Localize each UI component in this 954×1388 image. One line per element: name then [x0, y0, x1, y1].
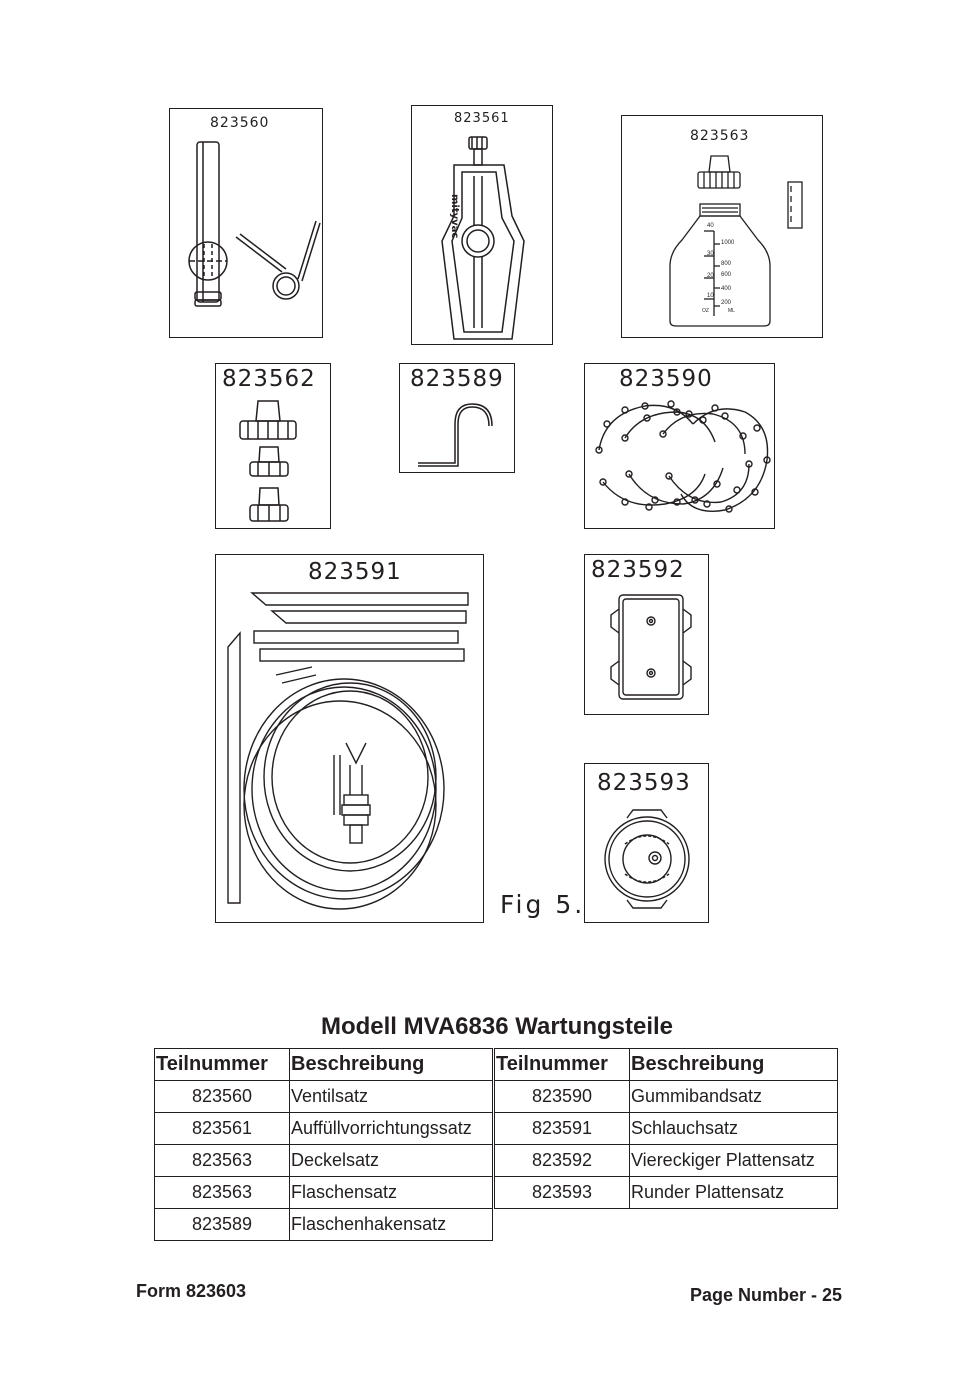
- panel-823561: [411, 105, 553, 345]
- part-label: 823593: [597, 770, 691, 796]
- header-description: Beschreibung: [290, 1049, 493, 1081]
- header-part-number: Teilnummer: [155, 1049, 290, 1081]
- panel-823589: [399, 363, 515, 473]
- scale-ml-1000: 1000: [721, 240, 735, 246]
- part-label: 823563: [690, 128, 750, 144]
- description-cell: Flaschensatz: [290, 1177, 493, 1209]
- panel-823563: [621, 115, 823, 338]
- panel-823562: [215, 363, 331, 529]
- table-row: [495, 1081, 838, 1113]
- description-cell: Viereckiger Plattensatz: [630, 1145, 838, 1177]
- hose-kit-drawing: [216, 555, 485, 924]
- scale-oz-10: 10: [707, 293, 714, 299]
- table-header-row: [155, 1049, 493, 1081]
- parts-table-left: [154, 1048, 493, 1241]
- part-label: 823560: [210, 115, 270, 131]
- table-row: [155, 1081, 493, 1113]
- scale-oz-unit: OZ: [702, 308, 709, 314]
- part-number-cell: 823592: [495, 1145, 630, 1177]
- fittings-drawing: [216, 364, 332, 530]
- valve-kit-drawing: [170, 109, 324, 339]
- parts-table-right: [494, 1048, 838, 1209]
- part-label: 823589: [410, 366, 504, 392]
- page-number: Page Number - 25: [690, 1285, 843, 1305]
- part-number-cell: 823589: [155, 1209, 290, 1241]
- part-number-cell: 823560: [155, 1081, 290, 1113]
- scale-oz-20: 20: [707, 273, 714, 279]
- description-cell: Deckelsatz: [290, 1145, 493, 1177]
- round-plate-drawing: [585, 764, 710, 924]
- part-number-cell: 823561: [155, 1113, 290, 1145]
- panel-823592: [584, 554, 709, 715]
- rubber-bands-drawing: [585, 364, 776, 530]
- part-label: 823562: [222, 366, 316, 392]
- part-number-cell: 823563: [155, 1145, 290, 1177]
- part-number-cell: 823591: [495, 1113, 630, 1145]
- table-row: [495, 1177, 838, 1209]
- part-label: 823590: [619, 366, 713, 392]
- scale-ml-600: 600: [721, 272, 732, 278]
- description-cell: Runder Plattensatz: [630, 1177, 838, 1209]
- part-number-cell: 823593: [495, 1177, 630, 1209]
- panel-823593: [584, 763, 709, 923]
- part-number-cell: 823563: [155, 1177, 290, 1209]
- description-cell: Auffüllvorrichtungssatz: [290, 1113, 493, 1145]
- description-cell: Flaschenhakensatz: [290, 1209, 493, 1241]
- hook-drawing: [400, 364, 516, 474]
- header-description: Beschreibung: [630, 1049, 838, 1081]
- figure-label: Fig 5.: [500, 890, 586, 919]
- filler-pump-drawing: [412, 106, 554, 346]
- part-label: 823561: [454, 111, 510, 126]
- table-row: [155, 1209, 493, 1241]
- panel-823590: [584, 363, 775, 529]
- page-title: Modell MVA6836 Wartungsteile: [320, 1013, 674, 1040]
- scale-oz-40: 40: [707, 223, 714, 229]
- scale-ml-800: 800: [721, 261, 732, 267]
- scale-ml-unit: ML: [728, 308, 735, 314]
- description-cell: Gummibandsatz: [630, 1081, 838, 1113]
- table-header-row: [495, 1049, 838, 1081]
- form-number: Form 823603: [136, 1281, 247, 1301]
- pump-brand-text: mityvac: [449, 194, 460, 239]
- part-label: 823592: [591, 557, 685, 583]
- part-label: 823591: [308, 559, 402, 585]
- scale-ml-200: 200: [721, 300, 732, 306]
- panel-823591: [215, 554, 484, 923]
- table-row: [495, 1113, 838, 1145]
- scale-oz-30: 30: [707, 251, 714, 257]
- table-row: [155, 1145, 493, 1177]
- scale-ml-400: 400: [721, 286, 732, 292]
- description-cell: Ventilsatz: [290, 1081, 493, 1113]
- header-part-number: Teilnummer: [495, 1049, 630, 1081]
- square-plate-drawing: [585, 555, 710, 716]
- panel-823560: [169, 108, 323, 338]
- description-cell: Schlauchsatz: [630, 1113, 838, 1145]
- table-row: [495, 1145, 838, 1177]
- table-row: [155, 1177, 493, 1209]
- table-row: [155, 1113, 493, 1145]
- part-number-cell: 823590: [495, 1081, 630, 1113]
